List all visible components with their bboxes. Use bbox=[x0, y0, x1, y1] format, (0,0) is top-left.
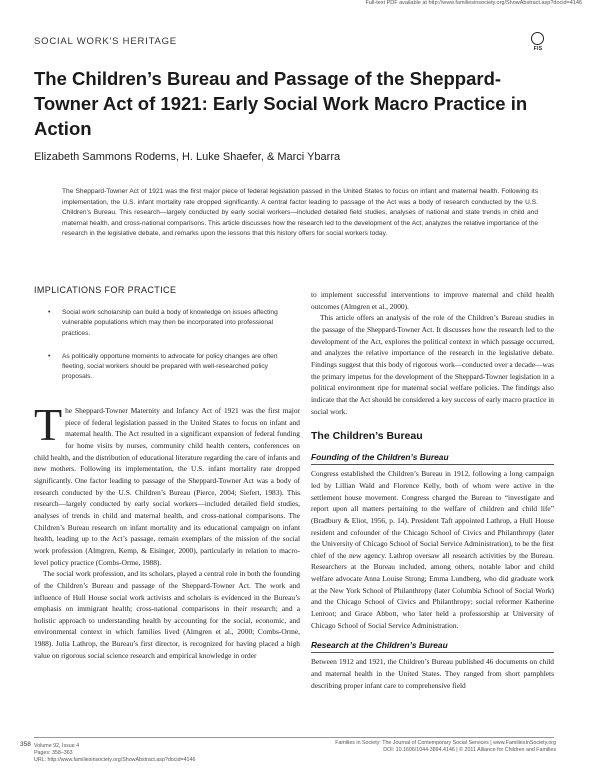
implication-item: • As politically opportune moments to advocate for policy changes are often fleeting, social workers should be prepared with well-researched policy proposals. bbox=[34, 352, 287, 383]
body-paragraph bbox=[34, 399, 300, 568]
page-number: 358 bbox=[20, 741, 31, 748]
section-heading: The Children’s Bureau bbox=[311, 430, 423, 443]
implications-box bbox=[34, 285, 300, 396]
section-label: SOCIAL WORK'S HERITAGE bbox=[34, 36, 177, 47]
implications-title: IMPLICATIONS FOR PRACTICE bbox=[34, 285, 177, 295]
implications-list bbox=[34, 308, 300, 383]
body-paragraph: Between 1912 and 1921, the Children’s Bureau published 46 documents on child and maternal health in the United States. They ranged from short pamphlets describing proper infant care to comprehensive field bbox=[311, 657, 554, 690]
article-title: The Children’s Bureau and Passage of the Sheppard-Towner Act of 1921: Early Social Work Macro Practice in Action bbox=[34, 68, 528, 139]
implication-item: • Social work scholarship can build a body of knowledge on issues affecting vulnerable populations which may then be incorporated into professional practices. bbox=[34, 308, 287, 339]
body-right-column bbox=[311, 289, 554, 691]
body-paragraph: The social work profession, and its scholars, played a central role in both the founding of the Children’s Bureau and passage of the Sheppard-Towner Act. The work and influence of Hull House social work activists and scholars is evidenced in the Bureau’s emphasis on immigrant health; cross-national comparisons in their research; and a holistic approach to understanding health by accounting for the social, economic, and environmental context in which families lived (Almgren et al., 2000; Combs-Orme, 1988). Julia Lathrop, the Bureau’s first director, is recognized for having placed a high value on rigorous social science research and empirical knowledge in order bbox=[34, 569, 300, 660]
article-authors: Elizabeth Sammons Rodems, H. Luke Shaefer, & Marci Ybarra bbox=[34, 151, 341, 163]
logo-text: FIS bbox=[533, 46, 543, 52]
body-text: he Sheppard-Towner Maternity and Infancy Act of 1921 was the first major piece of federal legislation passed in the United States to focus on infant and maternal health. The Act resulted in a significant expansion of federal funding for home visits by nurses, community child health centers, conferences on child health, and the distribution of educational literature regarding the care of infants and new mothers. Following its implementation, the U.S. infant mortality rate dropped significantly. One factor leading to passage of the Sheppard-Towner Act was a body of research conducted by the U.S. Children’s Bureau (Pierce, 2004; Siefert, 1983). This research—largely conducted by early social workers—included detailed field studies, analyses of trends in child and maternal health, and cross-national comparisons. The Children’s Bureau research on infant mortality and its educational campaign on infant health, leading up to the Act’s passage, remain exemplars of the mission of the social work profession (Almgren, Kemp, & Eisinger, 2000), particularly in relation to macro-level policy practice (Combs-Orme, 1988). bbox=[34, 406, 300, 567]
top-availability-note[interactable]: Full-text PDF available at http://www.familiesinsociety.org/ShowAbstract.asp?docid=4146 bbox=[365, 0, 582, 6]
journal-logo bbox=[531, 32, 545, 60]
footer-pages: Pages: 358–363 bbox=[34, 750, 73, 756]
footer-url[interactable]: URL: http://www.familiesinsociety.org/ShowAbstract.asp?docid=4146 bbox=[34, 757, 196, 763]
footer-volume: Volume 92, Issue 4 bbox=[34, 743, 80, 749]
drop-cap: T bbox=[34, 399, 63, 450]
footer-journal-info bbox=[335, 740, 556, 754]
footer-journal: Families in Society: The Journal of Contemporary Social Services | www.FamiliesInSociety.org bbox=[335, 740, 556, 746]
logo-circle-icon bbox=[531, 32, 544, 45]
abstract: The Sheppard-Towner Act of 1921 was the first major piece of federal legislation passed in the United States to focus on infant and maternal health. Following its implementation, the U.S. infant mortality rate dropped significantly. A central factor leading to passage of the Act was a body of research conducted by the U.S. Children’s Bureau. This research—largely conducted by early social workers—included detailed field studies, analyses of national and state trends in child and maternal health, and cross-national comparisons. This article discusses how the research led to the development of the Act, analyzes the relative importance of the research in the legislative debate, and remarks upon the lessons that this history offers for social workers today. bbox=[62, 188, 538, 237]
subsection-heading: Research at the Children’s Bureau bbox=[311, 639, 554, 653]
body-left-column bbox=[34, 399, 300, 661]
footer-citation bbox=[34, 743, 195, 764]
body-paragraph: Congress established the Children’s Bureau in 1912, following a long campaign led by Lillian Wald and Florence Kelly, both of whom were active in the settlement house movement. Congress charged the Bureau to “investigate and report upon all matters pertaining to the welfare of children and child life” (Bradbury & Eliot, 1956, p. 14). President Taft appointed Lathrop, a Hull House resident and cofounder of the Chicago School of Civics and Philanthropy (later the University of Chicago School of Social Service Administration), to be the first chief of the new agency. Lathrop oversaw all research activities by the Bureau. Researchers at the Bureau included, among others, notable labor and child welfare advocate Anna Louise Strong; Emma Lundberg, who did graduate work at the New York School of Philanthropy (later Columbia School of Social Work) and the Chicago School of Civics and Philanthropy; social reformer Katherine Lenroot; and Grace Abbott, who later held a professorship at University of Chicago School of Social Service Administration. bbox=[311, 469, 554, 630]
body-paragraph: This article offers an analysis of the role of the Children’s Bureau studies in the passage of the Sheppard-Towner Act. It discusses how the research led to the development of the Act, explores the political context in which passage occurred, and analyzes the relative importance of the research in the legislative debate. Findings suggest that this body of rigorous work—conducted over a decade—was the primary impetus for the development of the Sheppard-Towner legislation in a political environment ripe for maternal social welfare policies. The findings also indicate that the Act should be considered a key success of early macro practice in social work. bbox=[311, 313, 554, 416]
subsection-heading: Founding of the Children’s Bureau bbox=[311, 451, 554, 465]
footer-doi: DOI: 10.1606/1044-3894.4146 | © 2011 Alliance for Children and Families bbox=[383, 747, 556, 753]
footer-rule bbox=[34, 737, 554, 738]
body-paragraph: to implement successful interventions to improve maternal and child health outcomes (Almgren et al., 2000). bbox=[311, 290, 554, 311]
